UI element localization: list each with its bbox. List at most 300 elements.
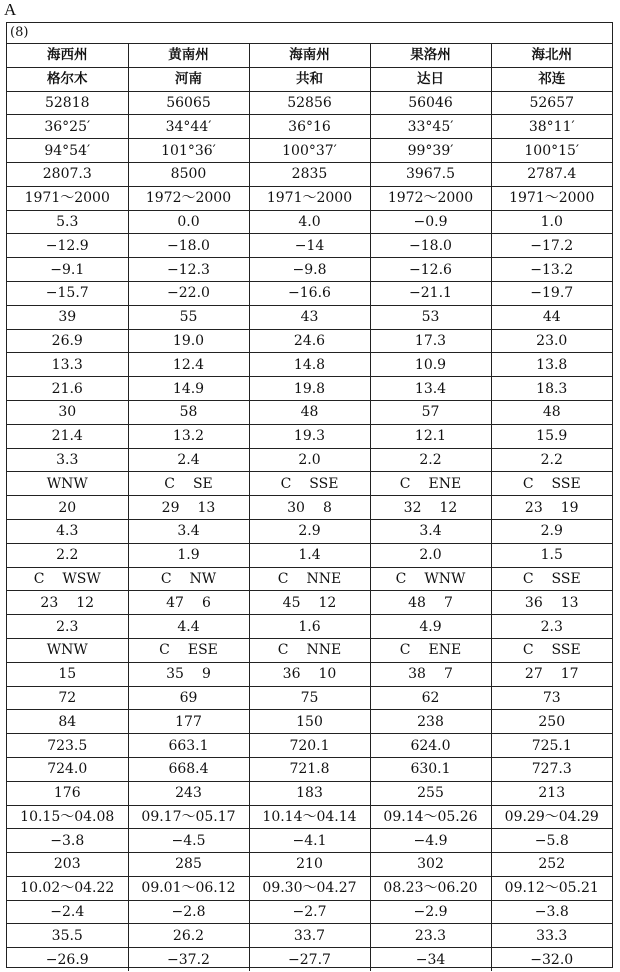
- cell-part: NNE: [306, 642, 342, 659]
- table-cell: 150: [249, 710, 370, 734]
- cell-pair: [129, 572, 249, 586]
- table-cell: 183: [249, 781, 370, 805]
- table-cell: 52657: [491, 91, 612, 115]
- cell-pair: [492, 477, 613, 491]
- table-row: [7, 424, 612, 448]
- cell-pair: [7, 477, 128, 491]
- cell-part: WNW: [46, 642, 88, 659]
- table-cell: 1.5: [491, 543, 612, 567]
- table-cell: 2.4: [128, 448, 249, 472]
- cell-pair: [250, 596, 370, 610]
- table-row: [7, 900, 612, 924]
- table-cell: 09.29～04.29: [491, 805, 612, 829]
- cell-part: ENE: [428, 642, 462, 659]
- table-cell: 21.6: [7, 377, 128, 401]
- cell-part: 48: [408, 594, 426, 611]
- cell-part: SE: [192, 475, 213, 492]
- table-cell: 33°45′: [370, 115, 491, 139]
- table-row: [7, 710, 612, 734]
- table-row: [7, 210, 612, 234]
- table-cell: 48: [249, 400, 370, 424]
- cell-part: WNW: [46, 475, 88, 492]
- table-cell: 1.4: [249, 543, 370, 567]
- table-cell: 2.3: [491, 615, 612, 639]
- table-cell: 101°36′: [128, 139, 249, 163]
- table-cell: [128, 662, 249, 686]
- table-row: [7, 686, 612, 710]
- cell-part: 8: [322, 499, 332, 516]
- cell-part: 9: [201, 666, 211, 683]
- table-row: [7, 67, 612, 91]
- table-cell: 56065: [128, 91, 249, 115]
- table-cell: 8500: [128, 162, 249, 186]
- table-cell: 33.3: [491, 924, 612, 948]
- cell-part: 27: [524, 666, 543, 683]
- table-cell: 2.0: [370, 543, 491, 567]
- table-cell: 1972～2000: [128, 186, 249, 210]
- table-row: [7, 400, 612, 424]
- cell-part: 29: [161, 499, 180, 516]
- table-row: [7, 734, 612, 758]
- cell-pair: [371, 596, 491, 610]
- table-cell: −14: [249, 234, 370, 258]
- table-cell: 19.3: [249, 424, 370, 448]
- table-row: [7, 591, 612, 615]
- cell-pair: [129, 667, 249, 681]
- table-row: [7, 781, 612, 805]
- table-cell: [128, 472, 249, 496]
- table-cell: 1.0: [491, 210, 612, 234]
- table-cell: 祁连: [491, 67, 612, 91]
- cell-part: 38: [408, 666, 426, 683]
- table-cell: 69: [128, 686, 249, 710]
- cell-part: NNE: [306, 570, 342, 587]
- cell-part: NW: [189, 570, 217, 587]
- table-cell: 34°44′: [128, 115, 249, 139]
- cell-pair: [371, 643, 491, 657]
- table-cell: 52818: [7, 91, 128, 115]
- table-cell: 0.0: [128, 210, 249, 234]
- cell-pair: [250, 477, 370, 491]
- table-row: [7, 115, 612, 139]
- table-cell: 57: [370, 400, 491, 424]
- cell-part: 12: [76, 594, 95, 611]
- cell-pair: [371, 667, 491, 681]
- table-cell: 21.4: [7, 424, 128, 448]
- table-cell: [249, 496, 370, 520]
- table-cell: 210: [249, 853, 370, 877]
- table-cell: −26.9: [7, 948, 128, 971]
- cell-part: 32: [403, 499, 422, 516]
- table-cell: 52856: [249, 91, 370, 115]
- table-cell: [370, 567, 491, 591]
- table-cell: 3.4: [370, 519, 491, 543]
- table-cell: 255: [370, 781, 491, 805]
- cell-part: C: [164, 475, 175, 492]
- table-cell: 09.14～05.26: [370, 805, 491, 829]
- table-cell: −3.8: [7, 829, 128, 853]
- table-cell: 720.1: [249, 734, 370, 758]
- table-cell: 24.6: [249, 329, 370, 353]
- cell-pair: [129, 477, 249, 491]
- table-row: [7, 876, 612, 900]
- table-cell: 44: [491, 305, 612, 329]
- table-row: [7, 662, 612, 686]
- cell-pair: [371, 572, 491, 586]
- cell-part: C: [399, 642, 411, 659]
- table-cell: [491, 496, 612, 520]
- table-cell: 格尔木: [7, 67, 128, 91]
- table-cell: −34: [370, 948, 491, 971]
- table-cell: −4.5: [128, 829, 249, 853]
- table-cell: 176: [7, 781, 128, 805]
- cell-pair: [7, 667, 128, 681]
- table-cell: −12.9: [7, 234, 128, 258]
- cell-part: 23: [40, 594, 59, 611]
- table-cell: [128, 567, 249, 591]
- table-cell: [249, 591, 370, 615]
- table-cell: 30: [7, 400, 128, 424]
- table-cell: [370, 472, 491, 496]
- table-cell: 99°39′: [370, 139, 491, 163]
- table-cell: 10.14～04.14: [249, 805, 370, 829]
- table-cell: [7, 472, 128, 496]
- table-row: [7, 186, 612, 210]
- cell-pair: [492, 667, 613, 681]
- table-row: [7, 543, 612, 567]
- table-cell: 15.9: [491, 424, 612, 448]
- table-row: [7, 472, 612, 496]
- table-cell: [7, 638, 128, 662]
- cell-part: C: [159, 642, 170, 659]
- table-cell: 73: [491, 686, 612, 710]
- table-cell: −0.9: [370, 210, 491, 234]
- table-cell: 177: [128, 710, 249, 734]
- table-cell: [370, 591, 491, 615]
- cell-part: 17: [560, 666, 579, 683]
- table-cell: −2.9: [370, 900, 491, 924]
- table-cell: 302: [370, 853, 491, 877]
- table-row: [7, 519, 612, 543]
- table-cell: 10.15～04.08: [7, 805, 128, 829]
- cell-part: SSE: [551, 570, 581, 587]
- table-row: [7, 757, 612, 781]
- cell-part: C: [277, 642, 289, 659]
- table-cell: 252: [491, 853, 612, 877]
- table-row: [7, 496, 612, 520]
- cell-part: 23: [524, 499, 543, 516]
- table-cell: 河南: [128, 67, 249, 91]
- table-cell: 08.23～06.20: [370, 876, 491, 900]
- table-row: [7, 234, 612, 258]
- table-cell: 12.4: [128, 353, 249, 377]
- table-cell: 09.12～05.21: [491, 876, 612, 900]
- table-cell: 36°16: [249, 115, 370, 139]
- table-cell: [7, 496, 128, 520]
- table-row: [7, 615, 612, 639]
- table-cell: 3.4: [128, 519, 249, 543]
- table-cell: 100°37′: [249, 139, 370, 163]
- cell-part: C: [522, 642, 534, 659]
- table-cell: 14.9: [128, 377, 249, 401]
- table-row: [7, 258, 612, 282]
- cell-part: 36: [282, 666, 301, 683]
- table-cell: 250: [491, 710, 612, 734]
- cell-pair: [129, 501, 249, 515]
- table-cell: 84: [7, 710, 128, 734]
- table-cell: 26.9: [7, 329, 128, 353]
- table-cell: 13.3: [7, 353, 128, 377]
- table-cell: [249, 567, 370, 591]
- table-row: [7, 305, 612, 329]
- table-cell: 285: [128, 853, 249, 877]
- table-cell: 12.1: [370, 424, 491, 448]
- table-cell: −37.2: [128, 948, 249, 971]
- table-cell: −32.0: [491, 948, 612, 971]
- table-cell: 黄南州: [128, 44, 249, 67]
- table-cell: [7, 567, 128, 591]
- climate-data-table: [7, 44, 612, 971]
- table-cell: 723.5: [7, 734, 128, 758]
- table-cell: 72: [7, 686, 128, 710]
- table-cell: 624.0: [370, 734, 491, 758]
- table-cell: −2.8: [128, 900, 249, 924]
- table-cell: −2.4: [7, 900, 128, 924]
- table-cell: 55: [128, 305, 249, 329]
- cell-pair: [492, 596, 613, 610]
- table-cell: [491, 472, 612, 496]
- table-cell: [491, 662, 612, 686]
- table-cell: 18.3: [491, 377, 612, 401]
- cell-part: SSE: [551, 642, 581, 659]
- table-cell: 2.2: [370, 448, 491, 472]
- table-row: [7, 638, 612, 662]
- table-cell: 1.9: [128, 543, 249, 567]
- table-cell: −9.1: [7, 258, 128, 282]
- table-row: [7, 139, 612, 163]
- table-cell: 09.17～05.17: [128, 805, 249, 829]
- table-cell: 19.0: [128, 329, 249, 353]
- table-cell: 1971～2000: [249, 186, 370, 210]
- cell-part: 12: [439, 499, 458, 516]
- table-row: [7, 377, 612, 401]
- table-cell: 达日: [370, 67, 491, 91]
- table-cell: 1.6: [249, 615, 370, 639]
- table-cell: 53: [370, 305, 491, 329]
- page-label: A: [4, 0, 17, 19]
- cell-part: SSE: [551, 475, 581, 492]
- table-cell: −5.8: [491, 829, 612, 853]
- table-cell: 203: [7, 853, 128, 877]
- cell-part: 19: [560, 499, 579, 516]
- table-cell: 26.2: [128, 924, 249, 948]
- cell-part: WNW: [424, 570, 466, 587]
- cell-part: ENE: [428, 475, 462, 492]
- cell-pair: [371, 477, 491, 491]
- cell-pair: [250, 667, 370, 681]
- table-cell: 94°54′: [7, 139, 128, 163]
- table-cell: 75: [249, 686, 370, 710]
- cell-part: 20: [58, 499, 77, 516]
- cell-pair: [7, 596, 128, 610]
- cell-part: 7: [443, 666, 453, 683]
- cell-part: 7: [443, 594, 453, 611]
- cell-pair: [129, 596, 249, 610]
- cell-part: 6: [201, 594, 211, 611]
- table-cell: 58: [128, 400, 249, 424]
- table-cell: 100°15′: [491, 139, 612, 163]
- table-cell: [370, 496, 491, 520]
- table-cell: −4.9: [370, 829, 491, 853]
- table-cell: 2.3: [7, 615, 128, 639]
- cell-pair: [250, 501, 370, 515]
- table-cell: 4.0: [249, 210, 370, 234]
- cell-part: C: [395, 570, 407, 587]
- table-cell: −12.6: [370, 258, 491, 282]
- table-cell: −16.6: [249, 281, 370, 305]
- table-cell: 727.3: [491, 757, 612, 781]
- table-cell: 2.9: [491, 519, 612, 543]
- table-cell: 3967.5: [370, 162, 491, 186]
- table-cell: 39: [7, 305, 128, 329]
- table-cell: 23.3: [370, 924, 491, 948]
- cell-part: ESE: [187, 642, 218, 659]
- table-cell: [128, 638, 249, 662]
- table-cell: [370, 662, 491, 686]
- table-cell: 33.7: [249, 924, 370, 948]
- table-cell: −15.7: [7, 281, 128, 305]
- table-cell: 48: [491, 400, 612, 424]
- table-cell: 09.30～04.27: [249, 876, 370, 900]
- table-row: [7, 329, 612, 353]
- table-cell: 果洛州: [370, 44, 491, 67]
- cell-part: 35: [166, 666, 184, 683]
- cell-pair: [7, 572, 128, 586]
- table-cell: 43: [249, 305, 370, 329]
- cell-part: C: [280, 475, 292, 492]
- table-row: [7, 353, 612, 377]
- cell-pair: [7, 501, 128, 515]
- cell-part: 45: [282, 594, 301, 611]
- cell-pair: [492, 643, 613, 657]
- table-cell: [249, 638, 370, 662]
- table-cell: −4.1: [249, 829, 370, 853]
- cell-part: C: [277, 570, 289, 587]
- cell-part: SSE: [309, 475, 339, 492]
- table-cell: [7, 591, 128, 615]
- table-cell: 1971～2000: [7, 186, 128, 210]
- cell-part: 30: [287, 499, 305, 516]
- cell-part: C: [522, 475, 534, 492]
- table-cell: 35.5: [7, 924, 128, 948]
- cell-pair: [250, 643, 370, 657]
- table-cell: [491, 567, 612, 591]
- table-cell: 4.3: [7, 519, 128, 543]
- cell-part: 36: [524, 594, 543, 611]
- table-cell: 23.0: [491, 329, 612, 353]
- cell-pair: [129, 643, 249, 657]
- table-cell: 213: [491, 781, 612, 805]
- table-cell: −27.7: [249, 948, 370, 971]
- table-cell: 13.8: [491, 353, 612, 377]
- cell-pair: [492, 572, 613, 586]
- table-cell: 668.4: [128, 757, 249, 781]
- table-cell: 725.1: [491, 734, 612, 758]
- table-cell: 38°11′: [491, 115, 612, 139]
- table-cell: 4.4: [128, 615, 249, 639]
- table-row: [7, 162, 612, 186]
- table-cell: 17.3: [370, 329, 491, 353]
- table-row: [7, 924, 612, 948]
- cell-part: C: [33, 570, 45, 587]
- table-cell: 630.1: [370, 757, 491, 781]
- table-cell: 1971～2000: [491, 186, 612, 210]
- table-frame: [6, 22, 613, 968]
- table-cell: 09.01～06.12: [128, 876, 249, 900]
- table-cell: 13.4: [370, 377, 491, 401]
- cell-part: C: [522, 570, 534, 587]
- table-cell: 14.8: [249, 353, 370, 377]
- table-cell: 2.9: [249, 519, 370, 543]
- table-cell: 724.0: [7, 757, 128, 781]
- table-cell: −19.7: [491, 281, 612, 305]
- table-cell: [249, 662, 370, 686]
- table-row: [7, 281, 612, 305]
- cell-part: WSW: [62, 570, 101, 587]
- table-cell: [249, 472, 370, 496]
- cell-pair: [7, 643, 128, 657]
- table-cell: 36°25′: [7, 115, 128, 139]
- table-cell: 19.8: [249, 377, 370, 401]
- cell-pair: [250, 572, 370, 586]
- table-cell: −2.7: [249, 900, 370, 924]
- table-cell: −9.8: [249, 258, 370, 282]
- table-cell: −3.8: [491, 900, 612, 924]
- cell-part: 13: [197, 499, 216, 516]
- cell-part: 13: [560, 594, 579, 611]
- table-cell: 62: [370, 686, 491, 710]
- table-cell: [128, 496, 249, 520]
- table-cell: 2787.4: [491, 162, 612, 186]
- table-cell: 2.2: [491, 448, 612, 472]
- table-cell: 663.1: [128, 734, 249, 758]
- table-row: [7, 853, 612, 877]
- table-cell: 10.9: [370, 353, 491, 377]
- table-cell: 2.2: [7, 543, 128, 567]
- table-cell: 243: [128, 781, 249, 805]
- cell-part: 15: [58, 666, 77, 683]
- table-cell: −13.2: [491, 258, 612, 282]
- cell-part: C: [399, 475, 411, 492]
- table-row: [7, 44, 612, 67]
- table-cell: 海南州: [249, 44, 370, 67]
- table-cell: −18.0: [370, 234, 491, 258]
- table-cell: 10.02～04.22: [7, 876, 128, 900]
- table-cell: 2835: [249, 162, 370, 186]
- table-cell: [370, 638, 491, 662]
- table-cell: 56046: [370, 91, 491, 115]
- cell-pair: [371, 501, 491, 515]
- table-cell: 2.0: [249, 448, 370, 472]
- cell-part: 12: [318, 594, 337, 611]
- cell-pair: [492, 501, 613, 515]
- table-sub-label: (8): [7, 23, 612, 44]
- table-cell: [128, 591, 249, 615]
- cell-part: C: [160, 570, 172, 587]
- table-cell: −12.3: [128, 258, 249, 282]
- table-cell: [7, 662, 128, 686]
- table-cell: 共和: [249, 67, 370, 91]
